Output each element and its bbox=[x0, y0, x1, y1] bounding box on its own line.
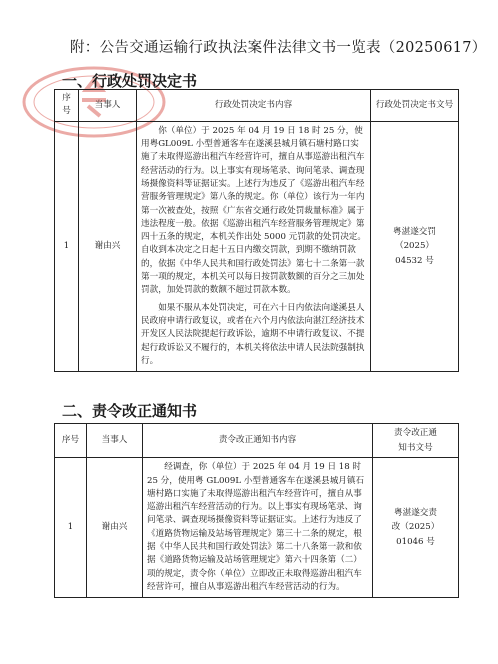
section-heading-penalty: 一、行政处罚决定书 bbox=[62, 72, 198, 90]
row-doc-no bbox=[371, 121, 459, 372]
doc-no-line: 粤湛遂交责 bbox=[394, 507, 437, 518]
table-header-row bbox=[55, 90, 459, 122]
content-paragraph: 你（单位）于 2025 年 04 月 19 日 18 时 25 分，使用粤GL009L 小型普通客车在遂溪县城月镇石塘村路口实施了未取得巡游出租汽车经营许可，擅自从事巡游出租汽车经营活动的行为。以上事实有现场笔录、询问笔录、调查现场摄像资料等证据证实。上述行为违反了《巡游出租汽车经营服务管理规定》第八条的规定。你（单位）该行为一年内第一次被查处，按照《广东省交通行政处罚裁量标准》属于违法程度一般。依据《巡游出租汽车经营服务管理规定》第四十五条的规定，本机关作出处 5000 元罚款的处罚决定。自收到本决定之日起十五日内缴交罚款，到期不缴纳罚款的，依据《中华人民共和国行政处罚法》第七十二条第一款第一项的规定，本机关可以每日按罚款数额的百分之三加处罚款，加处罚款的数额不超过罚款本数。 bbox=[141, 125, 366, 296]
doc-no-line: 01046 号 bbox=[396, 537, 435, 548]
row-content bbox=[143, 458, 373, 598]
header-seq: 序号 bbox=[55, 424, 87, 458]
page-title: 附：公告交通运输行政执法案件法律文书一览表（20250617） bbox=[70, 40, 487, 56]
doc-no-line: 责令改正通 bbox=[394, 428, 437, 438]
header-party: 当事人 bbox=[87, 424, 143, 458]
header-content: 行政处罚决定书内容 bbox=[137, 90, 371, 122]
doc-no-line: 改（2025） bbox=[391, 522, 440, 533]
content-paragraph: 如果不服从本处罚决定，可在六十日内依法向遂溪县人民政府申请行政复议，或者在六个月内依法向湛江经济技术开发区人民法院提起行政诉讼，逾期不申请行政复议、不提起行政诉讼又不履行的，本机关将依法申请人民法院强制执行。 bbox=[141, 302, 365, 366]
correction-notice-table bbox=[54, 423, 459, 598]
row-content bbox=[137, 121, 371, 372]
row-party: 谢由兴 bbox=[79, 121, 137, 372]
row-party: 谢由兴 bbox=[87, 458, 143, 598]
header-party: 当事人 bbox=[79, 90, 137, 122]
row-seq: 1 bbox=[55, 121, 79, 372]
header-doc-no: 行政处罚决定书文号 bbox=[371, 90, 459, 122]
row-doc-no bbox=[373, 458, 459, 598]
doc-no-line: （2025） bbox=[394, 241, 435, 252]
doc-no-line: 粤湛遂交罚 bbox=[393, 226, 436, 237]
table-row bbox=[55, 458, 459, 598]
penalty-decision-table bbox=[54, 89, 459, 372]
header-content: 责令改正通知书内容 bbox=[143, 424, 373, 458]
row-seq: 1 bbox=[55, 458, 87, 598]
doc-no-line: 知书文号 bbox=[398, 442, 433, 453]
doc-no-line: 04532 号 bbox=[395, 255, 434, 266]
header-doc-no bbox=[373, 424, 459, 458]
table-row bbox=[55, 121, 459, 372]
section-heading-correction: 二、责令改正通知书 bbox=[62, 402, 198, 420]
content-paragraph: 经调查，你（单位）于 2025 年 04 月 19 日 18 时 25 分，使用粤 GL009L 小型普通客车在遂溪县城月镇石塘村路口实施了未取得巡游出租汽车经营许可，擅自从事巡游出租汽车经营活动的行为。以上事实有现场笔录、询问笔录、调查现场摄像资料等证据证实。上述行为违反了《道路货物运输及站场管理规定》第三十二条的规定，根据《中华人民共和国行政处罚法》第二十八条第一款和依据《道路货物运输及站场管理规定》第六十四条第（二）项的规定，责令你（单位）立即改正未取得巡游出租汽车经营许可，擅自从事巡游出租汽车经营活动的行为。 bbox=[147, 462, 365, 593]
header-seq: 序号 bbox=[55, 90, 79, 122]
table-header-row bbox=[55, 424, 459, 458]
